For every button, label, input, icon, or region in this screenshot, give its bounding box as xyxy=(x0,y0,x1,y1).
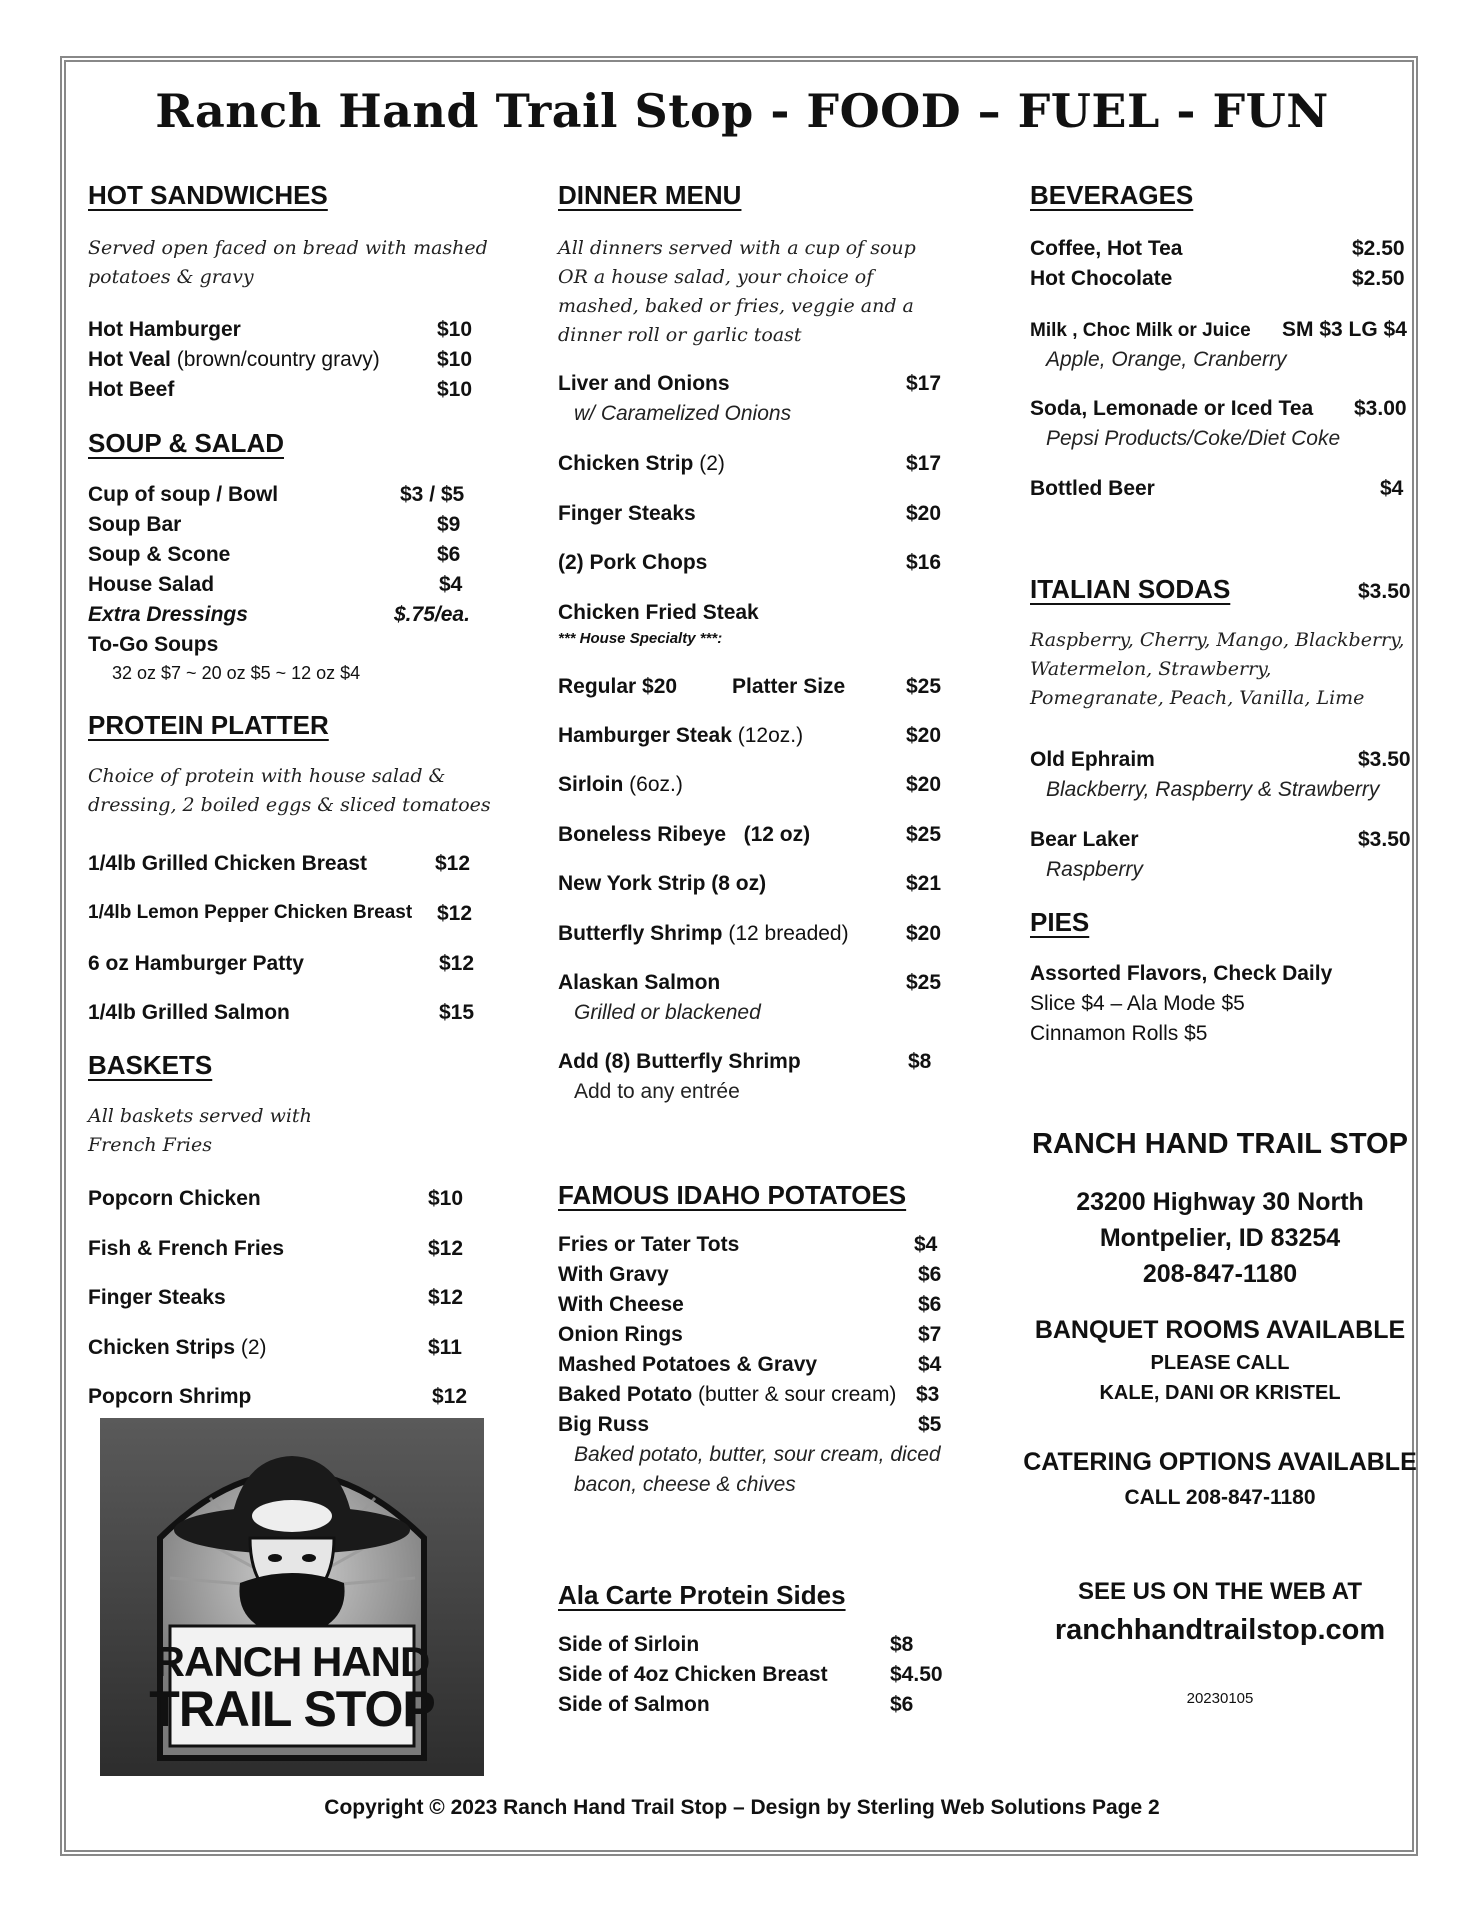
menu-item-name: Popcorn Shrimp xyxy=(88,1385,252,1408)
menu-item-name: Finger Steaks xyxy=(558,502,696,525)
phone-number: 208-847-1180 xyxy=(1142,1260,1298,1288)
address-line2: Montpelier, ID 83254 xyxy=(1099,1224,1341,1252)
menu-item-name: Boneless Ribeye (12 oz) xyxy=(558,823,811,846)
menu-item-name: New York Strip (8 oz) xyxy=(558,872,767,895)
menu-item-name: 1/4lb Lemon Pepper Chicken Breast xyxy=(88,902,413,923)
menu-item-price: $.75/ea. xyxy=(394,603,470,626)
menu-item-name: Side of Salmon xyxy=(558,1693,710,1716)
menu-item-name: Hot Beef xyxy=(88,378,175,401)
menu-item-price: $12 xyxy=(428,1237,464,1260)
menu-item-sub: bacon, cheese & chives xyxy=(574,1473,796,1496)
menu-item-name: Milk , Choc Milk or Juice xyxy=(1030,320,1251,341)
menu-item-price: $10 xyxy=(428,1187,464,1210)
menu-item-price: $6 xyxy=(918,1263,942,1286)
catering-notice: CATERING OPTIONS AVAILABLE xyxy=(1023,1448,1417,1476)
protein-platter-heading: PROTEIN PLATTER xyxy=(88,710,329,740)
menu-item-name: With Gravy xyxy=(558,1263,669,1286)
menu-item-name: Soup Bar xyxy=(88,513,182,536)
menu-item-price: $4.50 xyxy=(890,1663,943,1686)
menu-item-price: $16 xyxy=(906,551,942,574)
menu-item-price: $4 xyxy=(914,1233,938,1256)
italian-sodas-heading: ITALIAN SODAS xyxy=(1030,574,1231,604)
italian-sodas-flavors: Raspberry, Cherry, Mango, Blackberry, Watermelon, Strawberry, Pomegranate, Peach, Vanilla, Lime xyxy=(1030,629,1405,709)
menu-item-price: $5 xyxy=(918,1413,942,1436)
menu-item-name: Chicken Strips (2) xyxy=(88,1336,267,1359)
menu-item-name: Coffee, Hot Tea xyxy=(1030,237,1183,260)
menu-item-price: $12 xyxy=(439,952,475,975)
dinner-menu-heading: DINNER MENU xyxy=(558,180,742,210)
menu-item-sub: Grilled or blackened xyxy=(574,1001,761,1024)
menu-item-name: Onion Rings xyxy=(558,1323,683,1346)
menu-item-price: $4 xyxy=(439,573,463,596)
banquet-notice: BANQUET ROOMS AVAILABLE xyxy=(1034,1316,1406,1344)
menu-item-price: $12 xyxy=(437,902,473,925)
menu-item-name: Cup of soup / Bowl xyxy=(88,483,279,506)
menu-item-price: $10 xyxy=(437,318,473,341)
catering-call: CALL 208-847-1180 xyxy=(1124,1486,1316,1509)
menu-item-name: Side of 4oz Chicken Breast xyxy=(558,1663,828,1686)
menu-item-price: SM $3 LG $4 xyxy=(1282,318,1407,341)
menu-item-price: $12 xyxy=(432,1385,468,1408)
protein-platter-desc: Choice of protein with house salad & dressing, 2 boiled eggs & sliced tomatoes xyxy=(88,765,491,816)
menu-item-price: $6 xyxy=(437,543,461,566)
menu-item-sub: Baked potato, butter, sour cream, diced xyxy=(574,1443,941,1466)
menu-item-name: Hot Veal (brown/country gravy) xyxy=(88,348,380,371)
menu-item-name: Finger Steaks xyxy=(88,1286,226,1309)
menu-item-price: $4 xyxy=(918,1353,942,1376)
menu-item-price: $10 xyxy=(437,348,473,371)
alacarte-heading: Ala Carte Protein Sides xyxy=(558,1580,846,1610)
menu-item-name: 1/4lb Grilled Salmon xyxy=(88,1001,290,1024)
menu-item-price: $10 xyxy=(437,378,473,401)
menu-item-name: To-Go Soups xyxy=(88,633,219,656)
menu-item-price: $4 xyxy=(1380,477,1404,500)
restaurant-name: RANCH HAND TRAIL STOP xyxy=(1032,1128,1408,1160)
menu-item-name: Sirloin (6oz.) xyxy=(558,773,683,796)
menu-item-price: $20 xyxy=(906,502,942,525)
menu-item-price: $12 xyxy=(435,852,471,875)
menu-item-price: $6 xyxy=(918,1293,942,1316)
togo-soup-sizes: 32 oz $7 ~ 20 oz $5 ~ 12 oz $4 xyxy=(112,663,361,683)
menu-item-name: Hot Chocolate xyxy=(1030,267,1173,290)
menu-item-name: Baked Potato (butter & sour cream) xyxy=(558,1383,897,1406)
menu-item-name: Extra Dressings xyxy=(88,603,248,626)
menu-item-name: Big Russ xyxy=(558,1413,650,1436)
baskets-heading: BASKETS xyxy=(88,1050,213,1080)
logo-text-line2: TRAIL STOP xyxy=(149,1681,435,1737)
hot-sandwiches-heading: HOT SANDWICHES xyxy=(88,180,328,210)
menu-item-sub: Raspberry xyxy=(1046,858,1143,881)
menu-item-name: With Cheese xyxy=(558,1293,684,1316)
version-code: 20230105 xyxy=(1186,1690,1254,1707)
menu-item-price: $6 xyxy=(890,1693,914,1716)
menu-item-price: $9 xyxy=(437,513,461,536)
please-call: PLEASE CALL xyxy=(1150,1352,1290,1374)
baskets-desc: All baskets served with French Fries xyxy=(88,1105,312,1156)
cfs-regular: Regular $20 xyxy=(558,675,678,698)
menu-item-name: Liver and Onions xyxy=(558,372,730,395)
address-line1: 23200 Highway 30 North xyxy=(1076,1188,1364,1216)
menu-item-price: $25 xyxy=(906,971,942,994)
pies-line: Slice $4 – Ala Mode $5 xyxy=(1030,992,1245,1015)
menu-item-name: Chicken Strip (2) xyxy=(558,452,725,475)
logo-text-line1: RANCH HAND xyxy=(154,1638,430,1685)
pies-line: Assorted Flavors, Check Daily xyxy=(1030,962,1333,985)
menu-item-name: Chicken Fried Steak xyxy=(558,601,759,624)
menu-item-sub: Apple, Orange, Cranberry xyxy=(1046,348,1287,371)
menu-item-name: 6 oz Hamburger Patty xyxy=(88,952,304,975)
menu-item-price: $8 xyxy=(890,1633,914,1656)
menu-item-price: $17 xyxy=(906,372,942,395)
menu-item-name: Old Ephraim xyxy=(1030,748,1155,771)
pies-heading: PIES xyxy=(1030,907,1090,937)
menu-item-name: 1/4lb Grilled Chicken Breast xyxy=(88,852,367,875)
menu-item-price: $25 xyxy=(906,675,942,698)
menu-item-name: Hot Hamburger xyxy=(88,318,241,341)
menu-item-name: Alaskan Salmon xyxy=(558,971,721,994)
menu-item-price: $21 xyxy=(906,872,942,895)
menu-item-name: Add (8) Butterfly Shrimp xyxy=(558,1050,801,1073)
hot-sandwiches-desc: Served open faced on bread with mashed potatoes & gravy xyxy=(88,237,488,288)
menu-item-name: Fries or Tater Tots xyxy=(558,1233,740,1256)
menu-item-name: (2) Pork Chops xyxy=(558,551,708,574)
menu-item-price: $8 xyxy=(908,1050,932,1073)
menu-item-name: House Salad xyxy=(88,573,215,596)
menu-item-price: $3.50 xyxy=(1358,580,1411,603)
copyright-footer: Copyright © 2023 Ranch Hand Trail Stop – Design by Sterling Web Solutions Page 2 xyxy=(324,1796,1160,1819)
menu-item-sub: Blackberry, Raspberry & Strawberry xyxy=(1046,778,1380,801)
menu-item-sub: Add to any entrée xyxy=(574,1080,740,1103)
menu-item-name: Hamburger Steak (12oz.) xyxy=(558,724,804,747)
menu-item-price: $11 xyxy=(428,1336,462,1359)
menu-item-price: $2.50 xyxy=(1352,267,1405,290)
menu-item-price: $17 xyxy=(906,452,942,475)
menu-item-price: $3 xyxy=(916,1383,940,1406)
dinner-menu-desc: All dinners served with a cup of soup OR a house salad, your choice of mashed, baked or fries, veggie and a dinner roll or garlic toast xyxy=(558,237,916,346)
menu-item-price: $7 xyxy=(918,1323,942,1346)
menu-item-price: $12 xyxy=(428,1286,464,1309)
pies-line: Cinnamon Rolls $5 xyxy=(1030,1022,1208,1045)
menu-item-sub: Pepsi Products/Coke/Diet Coke xyxy=(1046,427,1341,450)
menu-item-name: Soda, Lemonade or Iced Tea xyxy=(1030,397,1314,420)
menu-item-price: $3.50 xyxy=(1358,828,1411,851)
menu-item-name: Bottled Beer xyxy=(1030,477,1155,500)
ranch-hand-logo xyxy=(100,1418,484,1776)
web-notice: SEE US ON THE WEB AT xyxy=(1077,1578,1362,1605)
menu-item-name: Butterfly Shrimp (12 breaded) xyxy=(558,922,849,945)
menu-item-price: $25 xyxy=(906,823,942,846)
menu-item-price: $20 xyxy=(906,724,942,747)
menu-item-name: Soup & Scone xyxy=(88,543,231,566)
website-link[interactable]: ranchhandtrailstop.com xyxy=(1054,1614,1386,1646)
cfs-platter: Platter Size xyxy=(732,675,846,698)
menu-item-price: $3.50 xyxy=(1358,748,1411,771)
house-specialty-note: *** House Specialty ***: xyxy=(558,630,723,647)
menu-item-name: Side of Sirloin xyxy=(558,1633,700,1656)
menu-item-name: Mashed Potatoes & Gravy xyxy=(558,1353,818,1376)
menu-item-price: $3.00 xyxy=(1354,397,1407,420)
menu-item-price: $2.50 xyxy=(1352,237,1405,260)
menu-item-sub: w/ Caramelized Onions xyxy=(574,402,792,425)
menu-item-price: $15 xyxy=(439,1001,475,1024)
potatoes-heading: FAMOUS IDAHO POTATOES xyxy=(558,1180,907,1210)
menu-item-name: Popcorn Chicken xyxy=(88,1187,261,1210)
menu-item-price: $20 xyxy=(906,773,942,796)
contact-names: KALE, DANI OR KRISTEL xyxy=(1099,1382,1341,1404)
menu-item-name: Bear Laker xyxy=(1030,828,1139,851)
menu-item-price: $20 xyxy=(906,922,942,945)
beverages-heading: BEVERAGES xyxy=(1030,180,1194,210)
page-title: Ranch Hand Trail Stop - FOOD – FUEL - FUN xyxy=(155,84,1329,138)
menu-item-price: $3 / $5 xyxy=(400,483,465,506)
soup-salad-heading: SOUP & SALAD xyxy=(88,428,284,458)
menu-item-name: Fish & French Fries xyxy=(88,1237,285,1260)
